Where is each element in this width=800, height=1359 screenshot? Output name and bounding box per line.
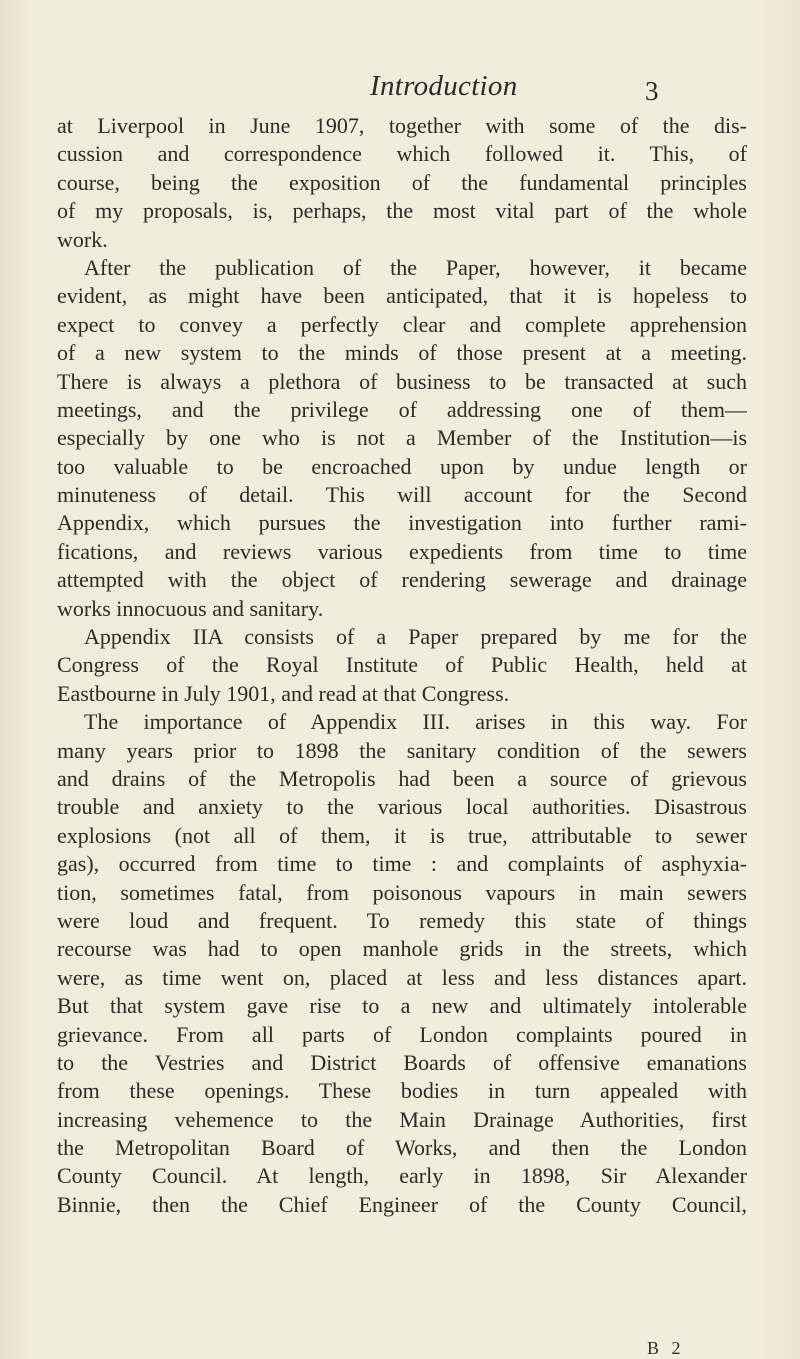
text-line: of my proposals, is, perhaps, the most vital part of the whole: [57, 198, 747, 224]
text-line: evident, as might have been anticipated, that it is hopeless to: [57, 283, 747, 309]
text-line: expect to convey a perfectly clear and complete apprehension: [57, 311, 747, 337]
text-line: to the Vestries and District Boards of offensive emanations: [57, 1049, 747, 1075]
body-text: [57, 112, 747, 1219]
text-line: course, being the exposition of the fundamental principles: [57, 169, 747, 195]
text-line: tion, sometimes fatal, from poisonous vapours in main sewers: [57, 879, 747, 905]
text-line: recourse was had to open manhole grids in the streets, which: [57, 936, 747, 962]
text-line: trouble and anxiety to the various local authorities. Disastrous: [57, 794, 747, 820]
text-line: many years prior to 1898 the sanitary condition of the sewers: [57, 737, 747, 763]
text-line: increasing vehemence to the Main Drainage Authorities, first: [57, 1106, 747, 1132]
text-line: minuteness of detail. This will account for the Second: [57, 482, 747, 508]
text-line: grievance. From all parts of London complaints poured in: [57, 1021, 747, 1047]
text-line: There is always a plethora of business to be transacted at such: [57, 368, 747, 394]
text-line: The importance of Appendix III. arises in this way. For: [84, 709, 747, 735]
text-line: Binnie, then the Chief Engineer of the County Council,: [57, 1191, 747, 1217]
text-line: Appendix, which pursues the investigation into further rami-: [57, 510, 747, 536]
text-line: meetings, and the privilege of addressing one of them—: [57, 396, 747, 422]
text-line: of a new system to the minds of those present at a meeting.: [57, 340, 747, 366]
text-line: were loud and frequent. To remedy this state of things: [57, 907, 747, 933]
text-line: fications, and reviews various expedients from time to time: [57, 538, 747, 564]
text-line: Eastbourne in July 1901, and read at that Congress.: [57, 680, 510, 706]
text-line: were, as time went on, placed at less and less distances apart.: [57, 964, 747, 990]
text-line: works innocuous and sanitary.: [57, 595, 324, 621]
running-head: [0, 66, 800, 106]
text-line: Appendix IIA consists of a Paper prepared by me for the: [84, 624, 747, 650]
text-line: and drains of the Metropolis had been a source of grievous: [57, 765, 747, 791]
text-line: But that system gave rise to a new and ultimately intolerable: [57, 993, 747, 1019]
text-line: too valuable to be encroached upon by undue length or: [57, 453, 747, 479]
text-line: explosions (not all of them, it is true, attributable to sewer: [57, 822, 747, 848]
text-line: After the publication of the Paper, however, it became: [84, 254, 747, 280]
text-line: attempted with the object of rendering sewerage and drainage: [57, 567, 747, 593]
text-line: cussion and correspondence which followed it. This, of: [57, 141, 747, 167]
text-line: especially by one who is not a Member of the Institution—is: [57, 425, 747, 451]
text-line: the Metropolitan Board of Works, and then the London: [57, 1135, 747, 1161]
text-line: at Liverpool in June 1907, together with some of the dis-: [57, 113, 747, 138]
text-line: from these openings. These bodies in turn appealed with: [57, 1078, 747, 1104]
page-number: 3: [645, 76, 659, 106]
signature-mark: B 2: [647, 1338, 685, 1358]
running-title: Introduction: [370, 70, 518, 102]
text-line: gas), occurred from time to time : and complaints of asphyxia-: [57, 851, 747, 877]
text-line: County Council. At length, early in 1898, Sir Alexander: [57, 1163, 747, 1189]
text-line: Congress of the Royal Institute of Public Health, held at: [57, 652, 747, 678]
text-line: work.: [57, 226, 108, 252]
